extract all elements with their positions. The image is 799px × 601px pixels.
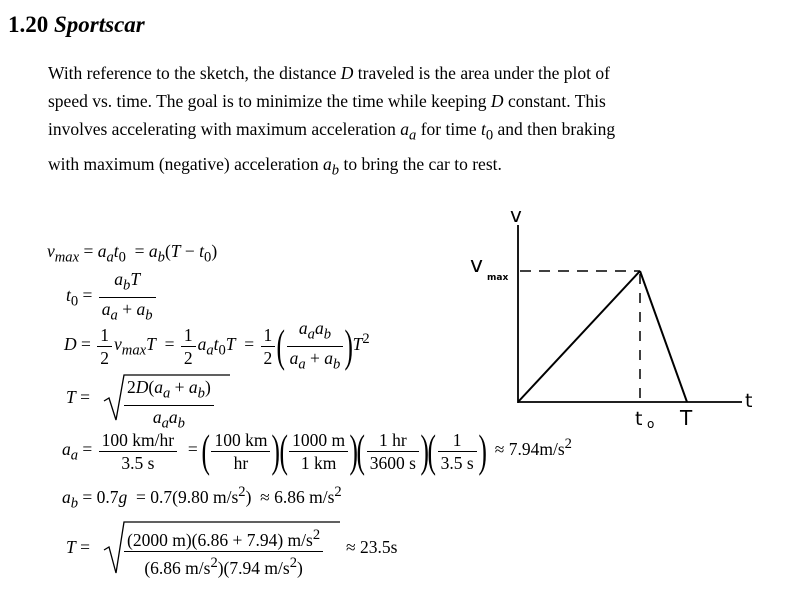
equation-aa: $a_a$ = $\frac{100 km/hr}{3.5 s}$ = ( $\frac{100 km}{hr}$ )( $\frac{1000 m}{1 km}$ )( $\frac{1 hr}{3600 s}$ )( $\frac{1}{3.5 s}$ ) ≈ $7.94m/s^2$	[62, 425, 572, 476]
section-title: Sportscar	[54, 12, 145, 37]
y-axis-label: v	[510, 203, 522, 227]
section-number: 1.20	[8, 12, 49, 37]
acceleration-line	[518, 271, 640, 402]
equation-T-numeric: T = $\frac{(2000 m)(6.86 + 7.94) m/s^2}{(6.86 m/s^2)(7.94 m/s^2)}$ ≈ 23.5s	[66, 520, 446, 576]
braking-line	[640, 271, 687, 402]
equation-t0: $t_0$ = $\frac{a_bT}{a_a + a_b}$	[66, 269, 158, 325]
x-axis-label: t	[745, 390, 753, 412]
paragraph-line-3: involves accelerating with maximum acceleration $a_a$ for time $t_0$ and then braking	[48, 119, 616, 144]
speed-time-sketch	[460, 200, 780, 440]
equation-T: T = $\frac{2D(a_a + a_b)}{a_aa_b}$	[66, 373, 236, 423]
section-heading	[8, 12, 145, 38]
paragraph-line-4: with maximum (negative) acceleration $a_b$ to bring the car to rest.	[48, 153, 502, 178]
t0-label: t	[635, 408, 643, 430]
vmax-label: v	[470, 253, 484, 278]
equation-distance: D = $\frac{1}{2}$ $v_{max}T$ = $\frac{1}{2}$ $a_at_0T$ = $\frac{1}{2}$ ( $\frac{a_aa_b}{a_a + a_b}$ )$T^2$	[64, 318, 370, 372]
T-label: T	[680, 406, 693, 430]
intro-paragraph	[48, 59, 698, 184]
equation-vmax: $v_{max} = a_at_0 = a_b(T - t_0)$	[47, 241, 218, 266]
paragraph-line-1: With reference to the sketch, the distance D traveled is the area under the plot of	[48, 63, 610, 83]
paragraph-line-2: speed vs. time. The goal is to minimize the time while keeping D constant. This	[48, 91, 606, 111]
t0-subscript: o	[647, 417, 655, 431]
equation-ab: $a_b = 0.7g = 0.7(9.80$ $m/s^2) \approx 6.86$ $m/s^2$	[62, 484, 342, 512]
vmax-subscript: max	[487, 273, 509, 283]
